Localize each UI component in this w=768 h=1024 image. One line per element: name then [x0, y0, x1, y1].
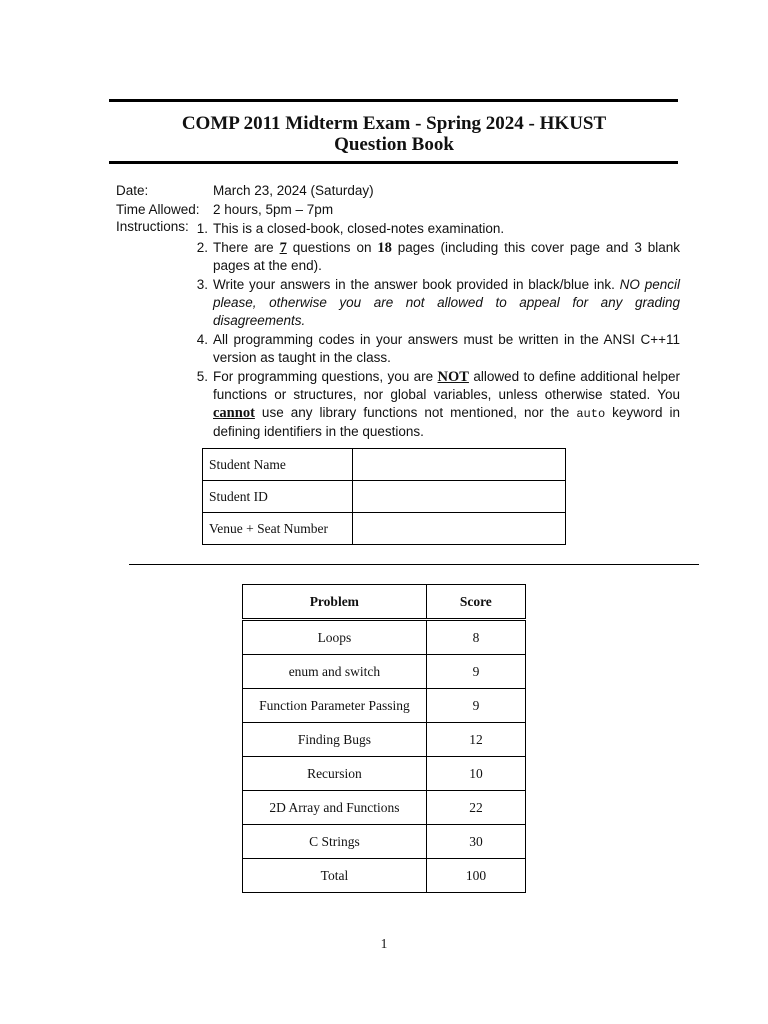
score-cell: 30 [426, 825, 525, 859]
exam-title [110, 113, 678, 155]
problem-cell: Finding Bugs [243, 723, 427, 757]
student-name-field[interactable] [353, 449, 566, 481]
student-id-field[interactable] [353, 481, 566, 513]
total-score: 100 [426, 859, 525, 893]
score-cell: 10 [426, 757, 525, 791]
score-cell: 9 [426, 655, 525, 689]
top-rule [109, 99, 678, 102]
title-bottom-rule [109, 161, 678, 164]
table-row [203, 449, 566, 481]
table-row [243, 791, 526, 825]
score-header: Score [426, 585, 525, 619]
table-row [203, 513, 566, 545]
time-label: Time Allowed: [116, 202, 200, 217]
date-value: March 23, 2024 (Saturday) [213, 183, 374, 198]
student-info-table [202, 448, 566, 545]
instruction-1: 1. This is a closed-book, closed-notes examination. [196, 221, 505, 236]
instruction-2: 2. There are 7 questions on 18 pages (including this cover page and 3 blank pages at the end). [196, 240, 681, 273]
instructions-list [190, 220, 680, 442]
student-id-label: Student ID [203, 481, 353, 513]
not-emphasis: NOT [437, 369, 469, 385]
score-cell: 8 [426, 621, 525, 655]
instruction-5: 5. For programming questions, you are NOT allowed to define additional helper functions or structures, nor global variables, unless otherwise stated. You cannot use any library functions not mentioned, nor the auto keyword in defining identifiers in the questions. [196, 369, 680, 439]
score-table [242, 620, 526, 893]
date-label: Date: [116, 183, 149, 198]
table-row [243, 723, 526, 757]
problem-cell: 2D Array and Functions [243, 791, 427, 825]
problem-cell: enum and switch [243, 655, 427, 689]
instruction-3: 3. Write your answers in the answer book provided in black/blue ink. NO pencil please, otherwise you are not allowed to appeal for any grading disagreements. [196, 277, 680, 328]
table-row [243, 621, 526, 655]
table-row [243, 655, 526, 689]
time-value: 2 hours, 5pm – 7pm [213, 202, 334, 217]
section-divider [129, 564, 699, 565]
problem-cell: Recursion [243, 757, 427, 791]
cannot-emphasis: cannot [213, 405, 255, 421]
page-number: 1 [380, 936, 388, 951]
total-label: Total [243, 859, 427, 893]
venue-seat-field[interactable] [353, 513, 566, 545]
title-line-2: Question Book [334, 134, 454, 155]
student-name-label: Student Name [203, 449, 353, 481]
page-count: 18 [377, 240, 392, 256]
table-row [243, 757, 526, 791]
score-cell: 9 [426, 689, 525, 723]
instruction-4: 4. All programming codes in your answers must be written in the ANSI C++11 version as taught in the class. [196, 332, 680, 365]
problem-header: Problem [243, 585, 427, 619]
score-cell: 22 [426, 791, 525, 825]
problem-cell: C Strings [243, 825, 427, 859]
table-row [203, 481, 566, 513]
venue-seat-label: Venue + Seat Number [203, 513, 353, 545]
table-row [243, 825, 526, 859]
table-row [243, 859, 526, 893]
score-table-header [242, 584, 526, 619]
problem-cell: Loops [243, 621, 427, 655]
table-row [243, 585, 526, 619]
instructions-label: Instructions: [116, 219, 189, 234]
auto-keyword: auto [576, 407, 606, 421]
table-row [243, 689, 526, 723]
score-cell: 12 [426, 723, 525, 757]
question-count: 7 [279, 240, 287, 256]
title-line-1: COMP 2011 Midterm Exam - Spring 2024 - HKUST [181, 113, 607, 134]
problem-cell: Function Parameter Passing [243, 689, 427, 723]
